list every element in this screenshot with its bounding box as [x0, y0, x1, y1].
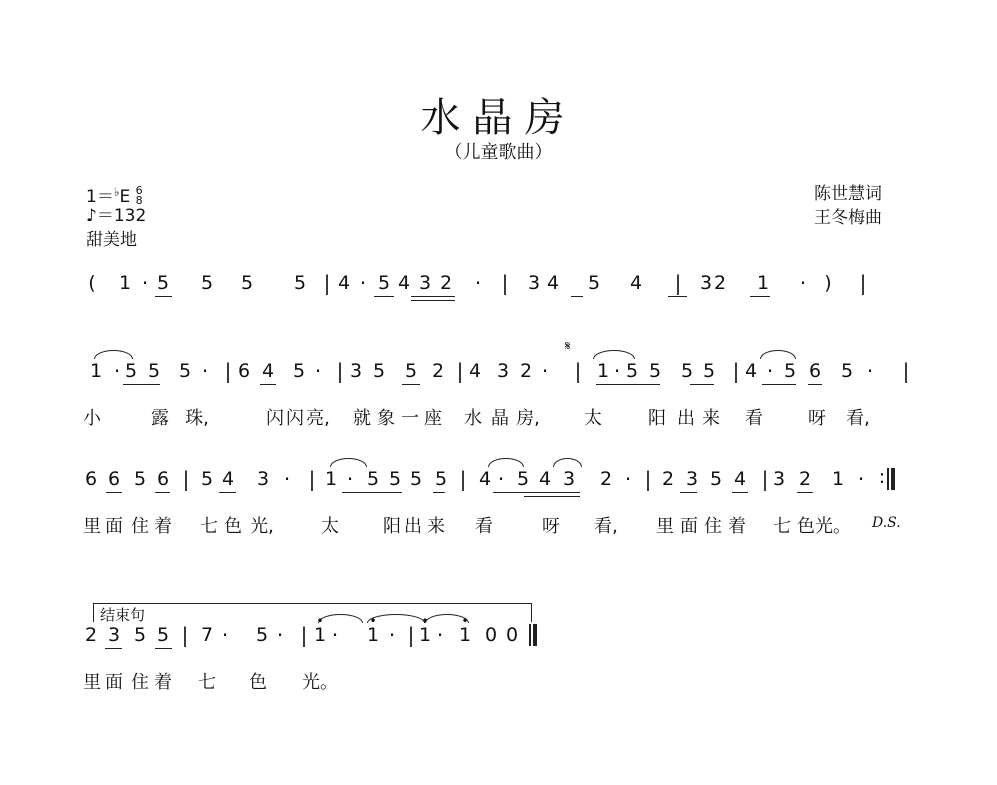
note: 1: [118, 272, 132, 294]
note: 4: [744, 360, 758, 382]
note: 5: [404, 360, 418, 382]
note: 5: [156, 272, 170, 294]
note: 3: [496, 360, 510, 382]
augmentation-dot: ·: [613, 359, 621, 383]
beam-underline: [797, 492, 813, 493]
note: 1: [324, 468, 338, 490]
barline: |: [300, 623, 308, 647]
barline: |: [336, 359, 344, 383]
note: 6: [156, 468, 170, 490]
note: 5: [240, 272, 254, 294]
note: 0: [484, 624, 498, 646]
lyric-syllable: 色: [224, 516, 242, 537]
lyric-syllable: 七: [773, 516, 791, 537]
note: 5: [124, 360, 138, 382]
note: 5: [840, 360, 854, 382]
lyric-syllable: 呀: [808, 408, 826, 429]
note: 3: [349, 360, 363, 382]
lyric-syllable: 七: [200, 516, 218, 537]
barline: |: [308, 467, 316, 491]
high-octave-dot: •: [461, 614, 469, 628]
lyric-syllable: 色: [797, 516, 815, 537]
barline: |: [181, 623, 189, 647]
song-title: 水晶房: [420, 95, 577, 141]
note: 7: [200, 624, 214, 646]
lyric-syllable: 住: [131, 516, 149, 537]
barline: |: [224, 359, 232, 383]
lyric-syllable: 出: [677, 408, 695, 429]
lyric-syllable: 看,: [846, 408, 870, 429]
beam-underline: [105, 648, 122, 649]
composer-credit: 王冬梅曲: [814, 208, 882, 228]
augmentation-dot: ·: [276, 623, 284, 647]
augmentation-dot: ·: [221, 623, 229, 647]
beam-underline: [493, 492, 580, 493]
note: 5: [702, 360, 716, 382]
beam-underline-double: [411, 300, 455, 301]
high-octave-dot: •: [316, 614, 324, 628]
note: 4: [221, 468, 235, 490]
note: 6: [107, 468, 121, 490]
note: 5: [648, 360, 662, 382]
note: 3: [562, 468, 576, 490]
beam-underline: [342, 492, 402, 493]
lyric-syllable: 珠,: [185, 408, 209, 429]
augmentation-dot: ·: [359, 271, 367, 295]
barline: |: [859, 271, 867, 295]
note: 5: [587, 272, 601, 294]
note: 5: [292, 360, 306, 382]
note: 3: [418, 272, 432, 294]
note: 5: [372, 360, 386, 382]
lyric-syllable: 就: [353, 408, 371, 429]
beam-underline: [411, 296, 455, 297]
augmentation-dot: ·: [624, 467, 632, 491]
note: 5: [434, 468, 448, 490]
beam-underline: [155, 492, 170, 493]
repeat-barline-thick: [891, 468, 895, 490]
note: 5: [409, 468, 423, 490]
note: 1: [313, 624, 327, 646]
slur-tie: [760, 350, 796, 359]
high-octave-dot: •: [369, 614, 377, 628]
augmentation-dot: ·: [497, 467, 505, 491]
segno-icon: 𝄋: [565, 339, 571, 354]
barline: |: [574, 359, 582, 383]
lyric-syllable: 阳: [383, 516, 401, 537]
lyric-syllable: 晶: [491, 408, 509, 429]
repeat-barline-thin: [887, 468, 889, 490]
beam-underline: [155, 296, 172, 297]
note: 4: [261, 360, 275, 382]
beam-underline: [596, 384, 660, 385]
double-barline: [529, 624, 531, 646]
note: 3: [699, 272, 713, 294]
lyric-syllable: 光。: [302, 672, 338, 693]
lyric-syllable: 象: [377, 408, 395, 429]
lyric-syllable: 小: [83, 408, 101, 429]
augmentation-dot: ·: [283, 467, 291, 491]
lyric-syllable: 一: [401, 408, 419, 429]
beam-underline-double: [524, 496, 580, 497]
note: 5: [255, 624, 269, 646]
lyric-syllable: 里: [83, 672, 101, 693]
lyric-syllable: 闪: [266, 408, 284, 429]
note: 5: [133, 624, 147, 646]
augmentation-dot: ·: [141, 271, 149, 295]
note: 6: [237, 360, 251, 382]
note: 4: [733, 468, 747, 490]
lyric-syllable: 亮,: [306, 408, 330, 429]
note: 1: [756, 272, 770, 294]
note: 5: [156, 624, 170, 646]
note: 5: [147, 360, 161, 382]
note: 2: [431, 360, 445, 382]
beam-underline: [123, 384, 160, 385]
augmentation-dot: ·: [766, 359, 774, 383]
note: 4: [468, 360, 482, 382]
augmentation-dot: ·: [541, 359, 549, 383]
lyric-syllable: 面: [105, 672, 123, 693]
beam-underline: [402, 384, 420, 385]
lyric-syllable: 着: [728, 516, 746, 537]
lyricist-credit: 陈世慧词: [814, 184, 882, 204]
da-segno-marking: D.S.: [872, 515, 901, 531]
note: 3: [256, 468, 270, 490]
lyric-syllable: 看,: [594, 516, 618, 537]
note: 5: [709, 468, 723, 490]
barline: |: [732, 359, 740, 383]
beam-underline: [374, 296, 394, 297]
lyric-syllable: 太: [321, 516, 339, 537]
parenthesis: (: [88, 272, 96, 294]
lyric-syllable: 房,: [516, 408, 540, 429]
beam-underline: [750, 296, 770, 297]
beam-underline: [668, 296, 687, 297]
note: 4: [538, 468, 552, 490]
note: 5: [516, 468, 530, 490]
beam-underline: [155, 648, 172, 649]
note: 0: [505, 624, 519, 646]
lyric-syllable: 出: [404, 516, 422, 537]
lyric-syllable: 里: [83, 516, 101, 537]
note: 5: [377, 272, 391, 294]
time-signature: 6 8: [135, 184, 143, 207]
lyric-syllable: 七: [198, 672, 216, 693]
lyric-syllable: 闪: [286, 408, 304, 429]
note: 2: [599, 468, 613, 490]
beam-underline: [732, 492, 748, 493]
note: 1: [596, 360, 610, 382]
note: 4: [629, 272, 643, 294]
augmentation-dot: ·: [857, 467, 865, 491]
lyric-syllable: 里: [656, 516, 674, 537]
note: 2: [661, 468, 675, 490]
note: 4: [546, 272, 560, 294]
lyric-syllable: 着: [154, 672, 172, 693]
barline: |: [459, 467, 467, 491]
lyric-syllable: 住: [131, 672, 149, 693]
parenthesis: ): [824, 272, 832, 294]
barline: |: [323, 271, 331, 295]
lyric-syllable: 着: [154, 516, 172, 537]
slur-tie: [593, 350, 635, 359]
score-line-3: [0, 466, 997, 538]
note: 2: [84, 624, 98, 646]
note: 1: [366, 624, 380, 646]
note: 3: [772, 468, 786, 490]
note: 1: [831, 468, 845, 490]
note: 1: [418, 624, 432, 646]
note: 3: [527, 272, 541, 294]
barline: |: [761, 467, 769, 491]
augmentation-dot: ·: [113, 359, 121, 383]
augmentation-dot: ·: [314, 359, 322, 383]
note: 5: [200, 272, 214, 294]
slur-tie: [330, 458, 367, 467]
note: 4: [337, 272, 351, 294]
lyric-syllable: 面: [105, 516, 123, 537]
note: 5: [366, 468, 380, 490]
barline: |: [407, 623, 415, 647]
expression-marking: 甜美地: [86, 230, 137, 250]
barline: |: [182, 467, 190, 491]
note: 5: [178, 360, 192, 382]
beam-underline: [690, 384, 714, 385]
lyric-syllable: 露: [151, 408, 169, 429]
augmentation-dot: ·: [388, 623, 396, 647]
lyric-syllable: 色: [249, 672, 267, 693]
barline: |: [902, 359, 910, 383]
note: 5: [388, 468, 402, 490]
beam-underline: [680, 492, 697, 493]
tempo-marking: ♪＝132: [86, 206, 147, 226]
note: 1: [89, 360, 103, 382]
augmentation-dot: ·: [346, 467, 354, 491]
note: 3: [107, 624, 121, 646]
lyric-syllable: 水: [464, 408, 482, 429]
lyric-syllable: 面: [680, 516, 698, 537]
slur-tie: [553, 458, 582, 467]
note: 6: [808, 360, 822, 382]
augmentation-dot: ·: [799, 271, 807, 295]
slur-tie: [488, 458, 524, 467]
barline: |: [501, 271, 509, 295]
lyric-syllable: 阳: [648, 408, 666, 429]
song-subtitle: （儿童歌曲）: [444, 142, 553, 163]
lyric-syllable: 来: [702, 408, 720, 429]
beam-underline: [106, 492, 122, 493]
lyric-syllable: 来: [427, 516, 445, 537]
lyric-syllable: 太: [584, 408, 602, 429]
score-line-2: [0, 358, 997, 430]
note: 2: [519, 360, 533, 382]
note: 5: [133, 468, 147, 490]
note: 2: [798, 468, 812, 490]
lyric-syllable: 呀: [542, 516, 560, 537]
augmentation-dot: ·: [436, 623, 444, 647]
note: 5: [293, 272, 307, 294]
lyric-syllable: 光。: [815, 516, 851, 537]
note: 6: [84, 468, 98, 490]
augmentation-dot: ·: [474, 271, 482, 295]
note: 3: [685, 468, 699, 490]
augmentation-dot: ·: [201, 359, 209, 383]
score-line-1: [0, 270, 997, 330]
barline: |: [456, 359, 464, 383]
beam-underline: [571, 296, 583, 297]
note: 4: [397, 272, 411, 294]
beam-underline: [219, 492, 236, 493]
note: 5: [680, 360, 694, 382]
beam-underline: [808, 384, 822, 385]
augmentation-dot: ·: [866, 359, 874, 383]
beam-underline: [433, 492, 445, 493]
lyric-syllable: 光,: [250, 516, 274, 537]
barline: |: [674, 271, 682, 295]
lyric-syllable: 座: [424, 408, 442, 429]
key-signature: 1＝♭E 6 8: [86, 184, 143, 207]
augmentation-dot: ·: [331, 623, 339, 647]
note: 5: [200, 468, 214, 490]
slur-tie: [94, 350, 133, 359]
barline: |: [644, 467, 652, 491]
lyric-syllable: 看: [745, 408, 763, 429]
ending-label: 结束句: [100, 606, 146, 624]
note: 5: [783, 360, 797, 382]
beam-underline: [260, 384, 276, 385]
high-octave-dot: •: [421, 614, 429, 628]
final-barline: [533, 624, 537, 646]
lyric-syllable: 住: [704, 516, 722, 537]
lyric-syllable: 看: [475, 516, 493, 537]
note: 5: [625, 360, 639, 382]
repeat-dots: :: [878, 466, 886, 488]
note: 2: [439, 272, 453, 294]
note: 1: [458, 624, 472, 646]
beam-underline: [762, 384, 796, 385]
note: 2: [713, 272, 727, 294]
note: 4: [478, 468, 492, 490]
